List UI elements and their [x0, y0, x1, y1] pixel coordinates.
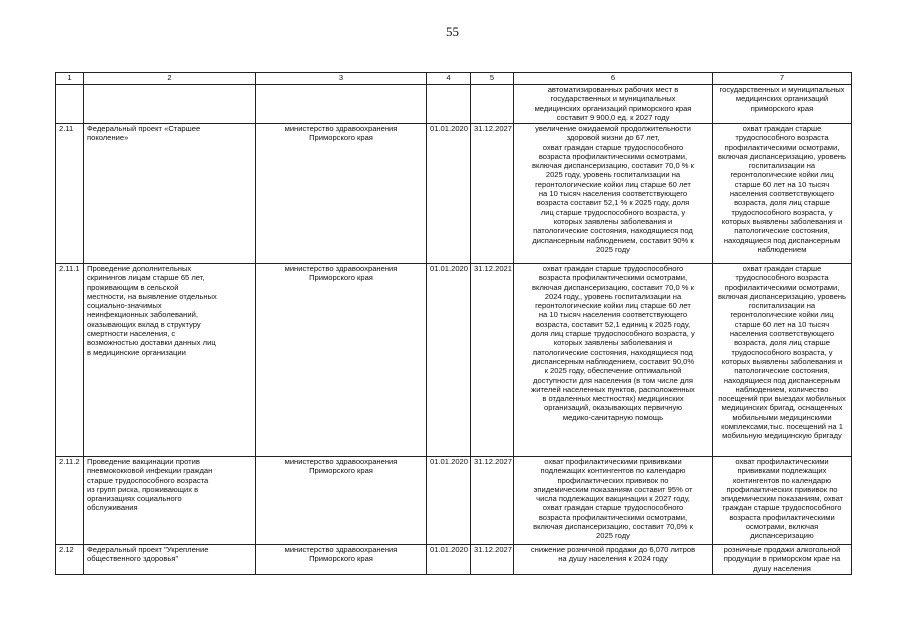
row-executor: министерство здравоохранения Приморского края [256, 264, 427, 457]
page-number: 55 [446, 24, 459, 39]
row-end-date [471, 85, 514, 124]
row-indicator: розничные продажи алкогольной продукции в приморском крае на душу населения [713, 545, 852, 575]
table-row [56, 457, 852, 545]
row-code: 2.12 [56, 545, 84, 575]
row-code: 2.11.2 [56, 457, 84, 545]
row-executor [256, 85, 427, 124]
row-executor: министерство здравоохранения Приморского края [256, 457, 427, 545]
row-start-date: 01.01.2020 [427, 457, 471, 545]
row-start-date: 01.01.2020 [427, 124, 471, 264]
table-row [56, 124, 852, 264]
row-indicator: охват граждан старше трудоспособного возраста профилактическими осмотрами, включая диспансеризацию, уровень госпитализации на геронтологические койки лиц старше 60 лет на 10 тысяч населения соответствующего возраста, доля лиц старше трудоспособного возраста, у которых выявлены заболевания и патологические состояния, находящиеся под диспансерным наблюдением [713, 124, 852, 264]
row-indicator: охват профилактическими прививками подлежащих контингентов по календарю профилактических прививок по эпидемическим показаниям, охват граждан старше трудоспособного возраста профилактическими осмотрами, включая диспансеризацию [713, 457, 852, 545]
table-row [56, 264, 852, 457]
row-start-date: 01.01.2020 [427, 545, 471, 575]
row-name: Проведение дополнительных скринингов лицам старше 65 лет, проживающим в сельской местности, на выявление отдельных социально-значимых неинфекционных заболеваний, оказывающих вклад в структуру смертности населения, с возможностью доставки данных лиц в медицинские организации [84, 264, 256, 457]
row-executor: министерство здравоохранения Приморского края [256, 124, 427, 264]
row-result: охват профилактическими прививками подлежащих контингентов по календарю профилактических прививок по эпидемическим показаниям составит 95% от числа подлежащих вакцинации к 2027 году, охват граждан старше трудоспособного возраста профилактическими осмотрами, включая диспансеризацию, составит 70,0% к 2025 году [514, 457, 713, 545]
row-code: 2.11.1 [56, 264, 84, 457]
row-indicator: государственных и муниципальных медицинских организаций приморского края [713, 85, 852, 124]
row-indicator: охват граждан старше трудоспособного возраста профилактическими осмотрами, включая диспансеризацию, уровень госпитализации на геронтологические койки лиц старше 60 лет на 10 тысяч населения соответствующего возраста, доля лиц старше трудоспособного возраста, у которых выявлены заболевания и патологические состояния, находящиеся под диспансерным наблюдением, количество посещений при выездах мобильных медицинских бригад, оснащенных мобильными медицинскими комплексами,тыс. посещений на 1 мобильную медицинскую бригаду [713, 264, 852, 457]
row-code: 2.11 [56, 124, 84, 264]
row-end-date: 31.12.2027 [471, 545, 514, 575]
column-number: 4 [427, 73, 471, 85]
row-name [84, 85, 256, 124]
row-end-date: 31.12.2021 [471, 264, 514, 457]
column-number: 5 [471, 73, 514, 85]
program-table [55, 72, 852, 575]
row-name: Федеральный проект «Старшее поколение» [84, 124, 256, 264]
row-result: снижение розничной продажи до 6,070 литров на душу населения к 2024 году [514, 545, 713, 575]
column-number: 2 [84, 73, 256, 85]
row-name: Федеральный проект "Укрепление общественного здоровья" [84, 545, 256, 575]
table-row [56, 545, 852, 575]
row-result: охват граждан старше трудоспособного возраста профилактическими осмотрами, включая диспансеризацию, составит 70,0 % к 2024 году,, уровень госпитализации на геронтологические койки лиц старше 60 лет на 10 тысяч населения соответствующего возраста, составит 52,1 единиц к 2025 году, доля лиц старше трудоспособного возраста, у которых заявлены заболевания и патологические состояния, находящиеся под диспансерным наблюдением, составит 90,0% к 2025 году, обеспечение оптимальной доступности для населения (в том числе для жителей населенных пунктов, расположенных в отдаленных местностях) медицинских организаций, оказывающих первичную медико-санитарную помощь [514, 264, 713, 457]
row-result: автоматизированных рабочих мест в государственных и муниципальных медицинских организаций приморского края составит 9 900,0 ед. к 2027 году [514, 85, 713, 124]
row-start-date: 01.01.2020 [427, 264, 471, 457]
row-result: увеличение ожидаемой продолжительности здоровой жизни до 67 лет, охват граждан старше трудоспособного возраста профилактическими осмотрами, включая диспансеризацию, составит 70,0 % к 2025 году, уровень госпитализации на геронтологические койки лиц старше 60 лет на 10 тысяч населения соответствующего возраста составит 52,1 % к 2025 году, доля лиц старше трудоспособного возраста, у которых заявлены заболевания и патологические состояния, находящиеся под диспансерным наблюдением, составит 90% к 2025 году [514, 124, 713, 264]
column-number-row [56, 73, 852, 85]
column-number: 1 [56, 73, 84, 85]
column-number: 6 [514, 73, 713, 85]
row-name: Проведение вакцинации против пневмококковой инфекции граждан старше трудоспособного возраста из групп риска, проживающих в организациях социального обслуживания [84, 457, 256, 545]
row-end-date: 31.12.2027 [471, 124, 514, 264]
row-start-date [427, 85, 471, 124]
row-code [56, 85, 84, 124]
row-end-date: 31.12.2027 [471, 457, 514, 545]
column-number: 3 [256, 73, 427, 85]
column-number: 7 [713, 73, 852, 85]
table-row [56, 85, 852, 124]
row-executor: министерство здравоохранения Приморского края [256, 545, 427, 575]
